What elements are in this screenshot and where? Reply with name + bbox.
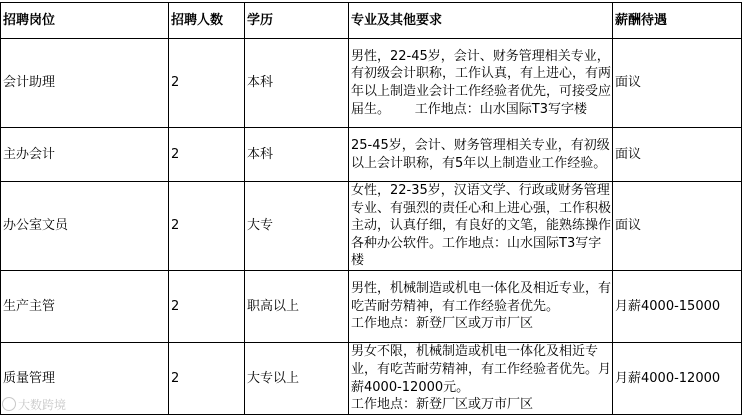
header-position: 招聘岗位 [1,3,169,39]
cell-count: 2 [169,39,245,128]
header-salary: 薪酬待遇 [613,3,742,39]
cell-position: 生产主管 [1,271,169,343]
table-header-row [1,3,742,39]
cell-count: 2 [169,182,245,271]
cell-salary: 月薪4000-12000 [613,343,742,415]
cell-count: 2 [169,343,245,415]
watermark-logo-icon [2,397,16,411]
cell-position: 质量管理 [1,343,169,415]
cell-education: 大专以上 [245,343,349,415]
table-row [1,39,742,128]
cell-salary: 月薪4000-15000 [613,271,742,343]
cell-salary: 面议 [613,39,742,128]
cell-education: 本科 [245,39,349,128]
cell-position: 会计助理 [1,39,169,128]
header-count: 招聘人数 [169,3,245,39]
cell-education: 职高以上 [245,271,349,343]
cell-count: 2 [169,128,245,182]
cell-requirements: 男性，机械制造或机电一体化及相近专业，有吃苦耐劳精神，有工作经验者优先。 工作地点：新登厂区或万市厂区 [349,271,613,343]
cell-count: 2 [169,271,245,343]
cell-salary: 面议 [613,182,742,271]
watermark-text: 大数跨境 [18,398,67,412]
table-row [1,271,742,343]
cell-education: 本科 [245,128,349,182]
table-row [1,343,742,415]
cell-salary: 面议 [613,128,742,182]
cell-requirements: 25-45岁，会计、财务管理相关专业，有初级以上会计职称，有5年以上制造业工作经验。 [349,128,613,182]
table-row [1,182,742,271]
watermark [2,396,66,413]
cell-position: 主办会计 [1,128,169,182]
cell-requirements: 男女不限，机械制造或机电一体化及相近专业，有吃苦耐劳精神，有工作经验者优先。月薪4000-12000元。 工作地点：新登厂区或万市厂区 [349,343,613,415]
cell-education: 大专 [245,182,349,271]
job-openings-table [0,2,742,415]
header-requirements: 专业及其他要求 [349,3,613,39]
cell-position: 办公室文员 [1,182,169,271]
header-education: 学历 [245,3,349,39]
table-row [1,128,742,182]
cell-requirements: 女性，22-35岁，汉语文学、行政或财务管理专业、有强烈的责任心和上进心强，工作积极主动，认真仔细，有良好的文笔，能熟练操作各种办公软件。工作地点：山水国际T3写字楼 [349,182,613,271]
cell-requirements: 男性，22-45岁，会计、财务管理相关专业，有初级会计职称，工作认真，有上进心，有两年以上制造业会计工作经验者优先，可接受应届生。 工作地点：山水国际T3写字楼 [349,39,613,128]
